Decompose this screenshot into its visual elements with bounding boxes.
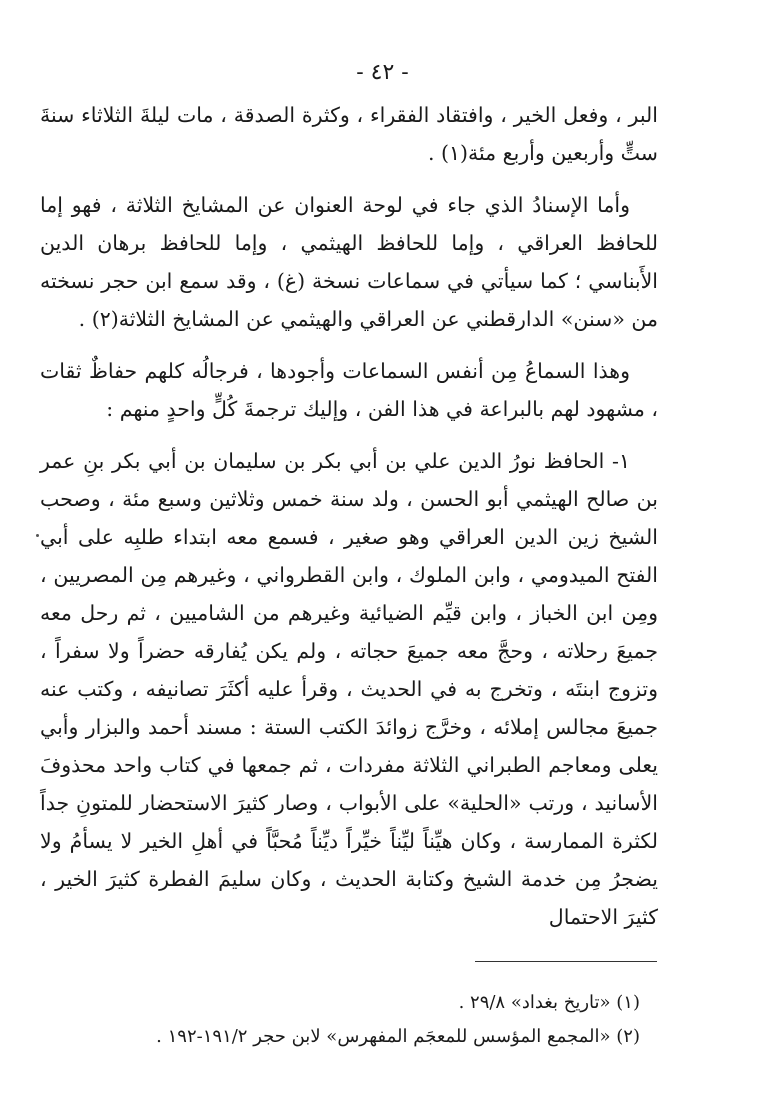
- footnotes: [40, 986, 658, 1054]
- paragraph-sama: وهذا السماعُ مِن أنفس السماعات وأجودها ، فرجالُه كلهم حفاظٌ ثقات ، مشهود لهم بالبراعة في هذا الفن ، وإليك ترجمةَ كُلٍّ واحدٍ منهم :: [40, 359, 658, 421]
- paragraph-isnad: وأما الإسنادُ الذي جاء في لوحة العنوان عن المشايخ الثلاثة ، فهو إما للحافظ العراقي ، وإما للحافظ الهيثمي ، وإما للحافظ برهان الدين الأَبناسي ؛ كما سيأتي في سماعات نسخة (غ) ، وقد سمع ابن حجر نسخته من «سنن» الدارقطني عن العراقي والهيثمي عن المشايخ الثلاثة(٢) .: [40, 193, 658, 331]
- paragraph-biography-haythami: ١- الحافظ نورُ الدين علي بن أبي بكر بن سليمان بن أبي بكر بنِ عمر بن صالح الهيثمي أبو الحسن ، ولد سنة خمس وثلاثين وسبع مئة ، وصحب الشيخ زين الدين العراقي وهو صغير ، فسمع معه ابتداء طلبِه على أبي الفتح الميدومي ، وابن الملوك ، وابن القطرواني ، وغيرهم مِن المصريين ، ومِن ابن الخباز ، وابن قيِّم الضيائية وغيرهم من الشاميين ، ثم رحل معه جميعَ رحلاته ، وحجَّ معه جميعَ حجاته ، ولم يكن يُفارقه حضراً ولا سفراً ، وتزوج ابنتَه ، وتخرج به في الحديث ، وقرأ عليه أكثَرَ تصانيفه ، وكتب عنه جميعَ مجالس إملائه ، وخرَّج زوائدَ الكتب الستة : مسند أحمد والبزار وأبي يعلى ومعاجم الطبراني الثلاثة مفردات ، ثم جمعها في كتاب واحد محذوفَ الأسانيد ، ورتب «الحلية» على الأبواب ، وصار كثيرَ الاستحضار للمتونِ جداً لكثرة الممارسة ، وكان هيِّناً ليِّناً خيِّراً ديِّناً مُحبَّاً في أهلِ الخير لا يسأمُ ولا يضجرُ مِن خدمة الشيخ وكتابة الحديث ، وكان سليمَ الفطرة كثيرَ الخير ، كثيرَ الاحتمال: [40, 449, 658, 929]
- footnote-divider: [475, 961, 657, 962]
- body-text: [40, 96, 658, 936]
- footnote-2: (٢) «المجمع المؤسس للمعجَم المفهرس» لابن حجر ١٩١/٢-١٩٢ .: [156, 1026, 640, 1047]
- page-number: - ٤٢ -: [356, 60, 409, 85]
- footnote-1: (١) «تاريخ بغداد» ٢٩/٨ .: [458, 992, 640, 1013]
- margin-mark: [36, 534, 39, 537]
- paragraph-continuation: البر ، وفعل الخير ، وافتقاد الفقراء ، وكثرة الصدقة ، مات ليلةَ الثلاثاء سنةَ ستٍّ وأربعين وأربع مئة(١) .: [40, 103, 658, 165]
